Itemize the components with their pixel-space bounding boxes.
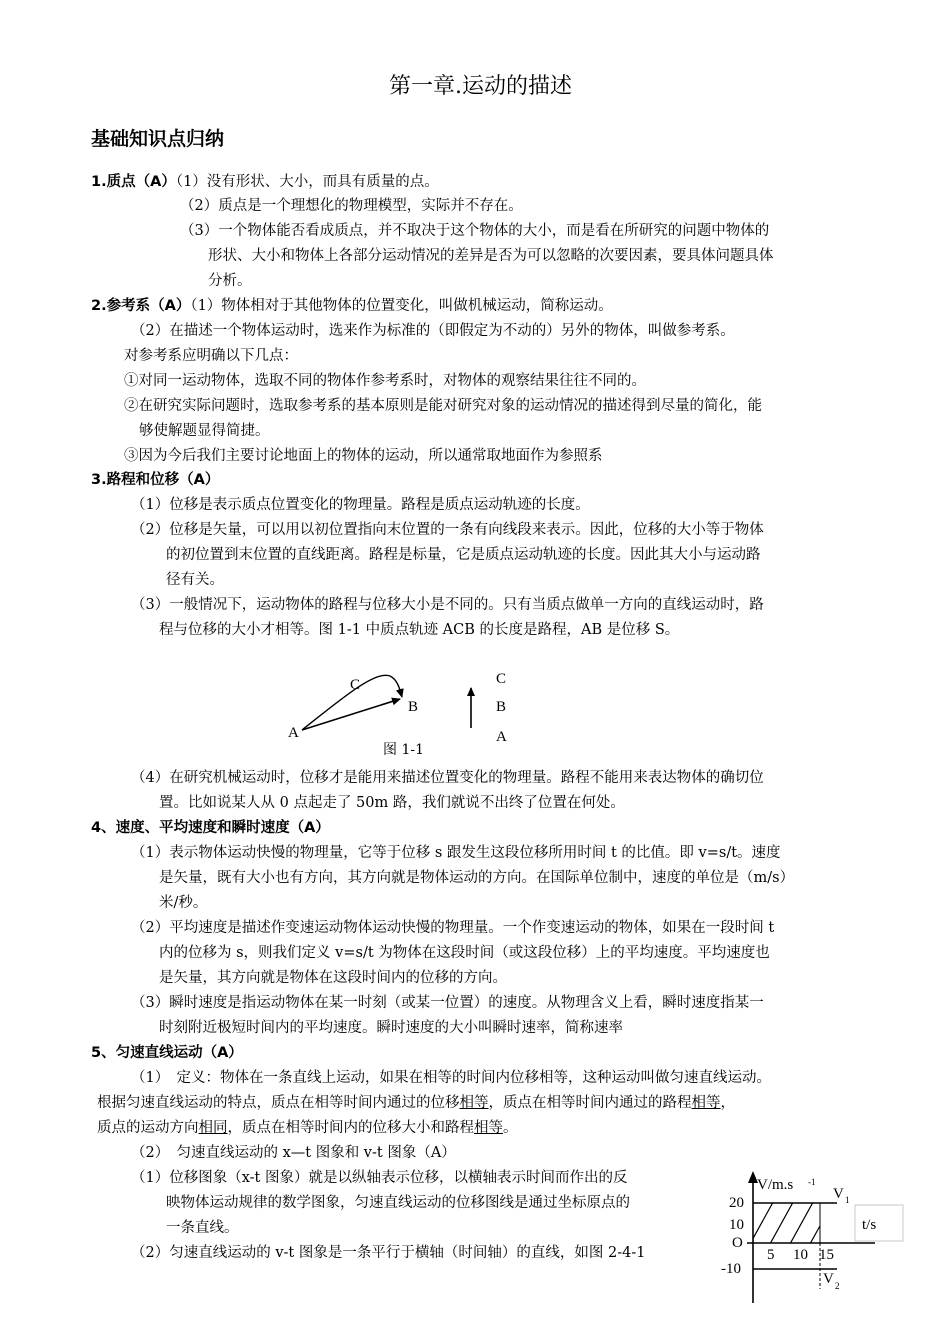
item-1-line-4: 形状、大小和物体上各部分运动情况的差异是否为可以忽略的次要因素，要具体问题具体: [208, 248, 774, 264]
item-5-line-2e: ，: [720, 1095, 735, 1111]
section-heading: 基础知识点归纳: [91, 128, 225, 150]
item-2-line-3: 对参考系应明确以下几点：: [124, 348, 298, 364]
item-2-head: 2.参考系（A）: [91, 298, 191, 314]
x-axis-label: t/s: [862, 1217, 877, 1233]
item-3-line-7: （4）在研究机械运动时，位移才是能用来描述位置变化的物理量。路程不能用来表达物体的确切位: [131, 770, 764, 786]
item-4-line-8: 时刻附近极短时间内的平均速度。瞬时速度的大小叫瞬时速率，简称速率: [159, 1020, 623, 1036]
label-a-right: A: [496, 729, 507, 745]
item-1-line-3: （3）一个物体能否看成质点，并不取决于这个物体的大小，而是看在所研究的问题中物体的: [180, 223, 770, 239]
origin-label: O: [732, 1235, 743, 1251]
item-5-line-3: [97, 1118, 518, 1138]
item-3-line-2: （2）位移是矢量，可以用以初位置指向末位置的一条有向线段来表示。因此，位移的大小等于物体: [131, 522, 764, 538]
item-3-line-8: 置。比如说某人从 0 点起走了 50m 路，我们就说不出终了位置在何处。: [159, 795, 625, 811]
item-4-line-3: 米/秒。: [159, 895, 208, 911]
label-a: A: [288, 725, 299, 741]
item-4-line-7: （3）瞬时速度是指运动物体在某一时刻（或某一位置）的速度。从物理含义上看，瞬时速度指某一: [131, 995, 764, 1011]
item-5-line-2: [97, 1093, 735, 1113]
tick-y-20: 20: [729, 1195, 744, 1211]
item-2-line-6: 够使解题显得简捷。: [139, 423, 270, 439]
item-2-line-7: ③因为今后我们主要讨论地面上的物体的运动，所以通常取地面作为参照系: [124, 448, 603, 464]
label-c: C: [350, 677, 361, 693]
label-b-right: B: [496, 699, 507, 715]
tick-x-15: 15: [819, 1247, 834, 1263]
item-3-line-3: 的初位置到末位置的直线距离。路程是标量，它是质点运动轨迹的长度。因此其大小与运动路: [166, 547, 761, 563]
v1-label: V: [833, 1186, 844, 1202]
item-4-line-1: （1）表示物体运动快慢的物理量，它等于位移 s 跟发生这段位移所用时间 t 的比值。即 v=s/t。速度: [131, 845, 781, 861]
item-5-underline-4: 相等: [474, 1120, 503, 1136]
item-1: [91, 172, 439, 192]
item-5-underline-3: 相同: [198, 1120, 228, 1136]
item-5-line-6: 映物体运动规律的数学图象，匀速直线运动的位移图线是通过坐标原点的: [166, 1195, 630, 1211]
item-1-line-5: 分析。: [208, 273, 252, 289]
tick-x-10: 10: [793, 1247, 808, 1263]
figure-1-1-caption: 图 1-1: [383, 742, 424, 758]
item-5-line-3c: ，质点在相等时间内的位移大小和路程: [227, 1120, 474, 1136]
item-3-head: 3.路程和位移（A）: [91, 472, 220, 488]
item-3-line-5: （3）一般情况下，运动物体的路程与位移大小是不同的。只有当质点做单一方向的直线运动时，路: [131, 597, 764, 613]
item-5-line-3e: 。: [503, 1120, 518, 1136]
item-4-head: 4、速度、平均速度和瞬时速度（A）: [91, 820, 330, 836]
item-4-line-5: 内的位移为 s，则我们定义 v=s/t 为物体在这段时间（或这段位移）上的平均速度。平均速度也: [159, 945, 770, 961]
v1-sub: 1: [845, 1195, 850, 1205]
item-5-line-1: （1） 定义：物体在一条直线上运动，如果在相等的时间内位移相等，这种运动叫做匀速直线运动。: [131, 1070, 771, 1086]
item-5-line-5: （1）位移图象（x-t 图象）就是以纵轴表示位移，以横轴表示时间而作出的反: [131, 1170, 628, 1186]
item-3-line-1: （1）位移是表示质点位置变化的物理量。路程是质点运动轨迹的长度。: [131, 497, 590, 513]
item-5-line-7: 一条直线。: [166, 1220, 239, 1236]
item-4-line-4: （2）平均速度是描述作变速运动物体运动快慢的物理量。一个作变速运动的物体，如果在一段时间 t: [131, 920, 775, 936]
item-2-line-1: （1）物体相对于其他物体的位置变化，叫做机械运动，简称运动。: [190, 298, 613, 314]
item-5-line-2c: ，质点在相等时间内通过的路程: [488, 1095, 692, 1111]
item-3-line-4: 径有关。: [166, 572, 224, 588]
tick-y-10: 10: [729, 1217, 744, 1233]
page-title: 第一章.运动的描述: [389, 74, 572, 99]
item-5-line-2a: 根据匀速直线运动的特点，质点在相等时间内通过的位移: [97, 1095, 460, 1111]
y-axis-unit-exp: -1: [808, 1177, 816, 1187]
v2-sub: 2: [835, 1281, 840, 1291]
tick-y-neg10: -10: [721, 1261, 741, 1277]
item-1-line-2: （2）质点是一个理想化的物理模型，实际并不存在。: [180, 198, 523, 214]
item-2-line-2: （2）在描述一个物体运动时，选来作为标准的（即假定为不动的）另外的物体，叫做参考系。: [131, 323, 735, 339]
v2-label: V: [823, 1271, 834, 1287]
item-2: [91, 296, 613, 316]
item-5-underline-1: 相等: [459, 1095, 489, 1111]
tick-x-5: 5: [767, 1247, 775, 1263]
item-5-underline-2: 相等: [691, 1095, 721, 1111]
item-4-line-6: 是矢量，其方向就是物体在这段时间内的位移的方向。: [159, 970, 507, 986]
item-5-line-8: （2）匀速直线运动的 v-t 图象是一条平行于横轴（时间轴）的直线，如图 2-4-1: [131, 1245, 646, 1261]
item-2-line-5: ②在研究实际问题时，选取参考系的基本原则是能对研究对象的运动情况的描述得到尽量的简化，能: [124, 398, 762, 414]
item-2-line-4: ①对同一运动物体，选取不同的物体作参考系时，对物体的观察结果往往不同的。: [124, 373, 646, 389]
item-4-line-2: 是矢量，既有大小也有方向，其方向就是物体运动的方向。在国际单位制中，速度的单位是（m/s）: [159, 870, 795, 886]
item-5-head: 5、匀速直线运动（A）: [91, 1045, 243, 1061]
item-3-line-6: 程与位移的大小才相等。图 1-1 中质点轨迹 ACB 的长度是路程，AB 是位移 S。: [159, 622, 680, 638]
vt-graph: [715, 1165, 910, 1305]
item-5-line-4: （2） 匀速直线运动的 x—t 图象和 v-t 图象（A）: [131, 1145, 456, 1161]
item-1-head: 1.质点（A）: [91, 174, 176, 190]
item-5-line-3a: 质点的运动方向: [97, 1120, 199, 1136]
displacement-ab: [302, 699, 400, 730]
y-axis-label: V/m.s: [757, 1177, 794, 1193]
item-1-line-1: （1）没有形状、大小，而具有质量的点。: [175, 174, 439, 190]
label-c-right: C: [496, 671, 507, 687]
label-b: B: [408, 699, 419, 715]
